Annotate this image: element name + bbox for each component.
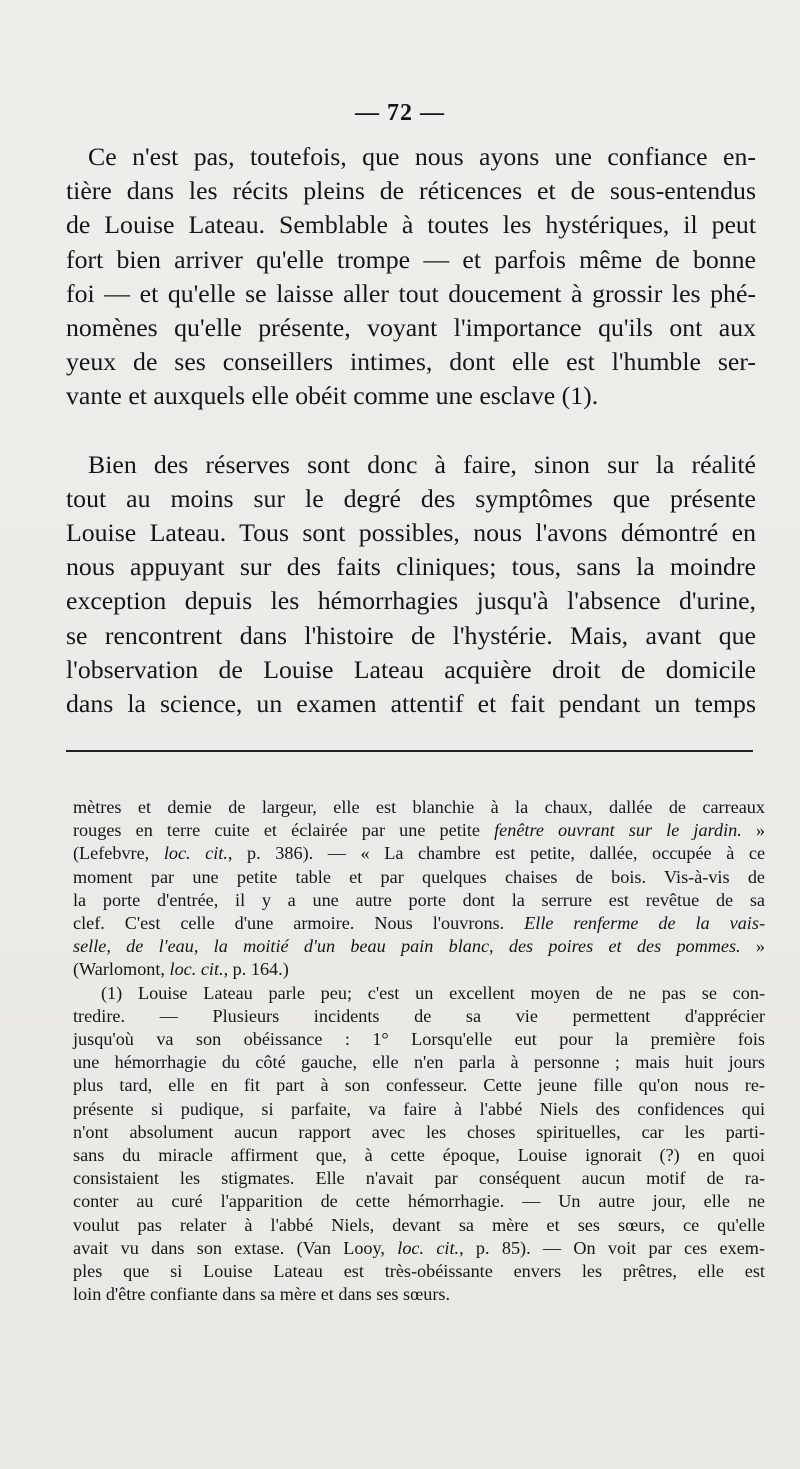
footnote-line bbox=[73, 819, 765, 842]
text-line: fort bien arriver qu'elle trompe — et parfois même de bonne bbox=[66, 244, 756, 274]
footnote-citation: loc. cit. bbox=[169, 959, 224, 980]
footnotes bbox=[73, 796, 765, 1306]
footnote-text: , p. 85). — On voit par ces exem- bbox=[459, 1237, 765, 1258]
footnote-line: moment par une petite table et par quelques chaises de bois. Vis-à-vis de bbox=[73, 866, 765, 887]
footnote-line bbox=[73, 935, 765, 958]
footnote-continued bbox=[73, 796, 765, 982]
text-line: yeux de ses conseillers intimes, dont elle est l'humble ser- bbox=[66, 347, 756, 377]
text-line: de Louise Lateau. Semblable à toutes les hystériques, il peut bbox=[66, 210, 756, 240]
text-line: l'observation de Louise Lateau acquière droit de domicile bbox=[66, 654, 756, 684]
paragraph-gap bbox=[66, 414, 756, 448]
text-line: nomènes qu'elle présente, voyant l'importance qu'ils ont aux bbox=[66, 313, 756, 343]
footnote-text: , p. 386). — « La chambre est petite, dallée, occupée à ce bbox=[227, 843, 766, 864]
footnote-text: , p. 164.) bbox=[223, 959, 289, 980]
footnote-text: » bbox=[741, 820, 765, 841]
footnote-italic-quote: fenêtre ouvrant sur le jardin. bbox=[494, 820, 742, 841]
text-line: Ce n'est pas, toutefois, que nous ayons une confiance en- bbox=[88, 142, 756, 171]
footnote-separator bbox=[66, 750, 753, 752]
footnote-line: présente si pudique, si parfaite, va faire à l'abbé Niels des confidences qui bbox=[73, 1098, 765, 1119]
footnote-line: plus tard, elle en fit part à son confesseur. Cette jeune fille qu'on nous re- bbox=[73, 1075, 765, 1096]
footnote-line bbox=[73, 912, 765, 935]
footnote-text: (Warlomont, bbox=[73, 959, 170, 980]
footnote-line bbox=[73, 958, 765, 981]
footnote-line bbox=[73, 1237, 765, 1260]
main-text bbox=[66, 140, 756, 721]
footnote-text: clef. C'est celle d'une armoire. Nous l'ouvrons. bbox=[73, 913, 525, 934]
footnote-text: (Lefebvre, bbox=[73, 843, 164, 864]
footnote-1 bbox=[73, 982, 765, 1307]
text-line: tière dans les récits pleins de réticences et de sous-entendus bbox=[66, 176, 756, 206]
paragraph-1 bbox=[66, 140, 756, 414]
text-line: exception depuis les hémorrhagies jusqu'à l'absence d'urine, bbox=[66, 586, 756, 616]
footnote-line: loin d'être confiante dans sa mère et dans ses sœurs. bbox=[73, 1284, 451, 1305]
footnote-line: tredire. — Plusieurs incidents de sa vie permettent d'apprécier bbox=[73, 1005, 765, 1026]
paragraph-2 bbox=[66, 448, 756, 722]
footnote-line: mètres et demie de largeur, elle est blanchie à la chaux, dallée de carreaux bbox=[73, 797, 765, 817]
page-number: — 72 — bbox=[355, 100, 445, 126]
footnote-text: avait vu dans son extase. (Van Looy, bbox=[73, 1237, 398, 1258]
footnote-line: (1) Louise Lateau parle peu; c'est un excellent moyen de ne pas se con- bbox=[101, 982, 765, 1003]
text-line: tout au moins sur le degré des symptômes que présente bbox=[66, 483, 756, 513]
footnote-line: ples que si Louise Lateau est très-obéissante envers les prêtres, elle est bbox=[73, 1261, 765, 1282]
text-line: dans la science, un examen attentif et fait pendant un temps bbox=[66, 689, 756, 719]
text-line: Louise Lateau. Tous sont possibles, nous l'avons démontré en bbox=[66, 518, 756, 548]
footnote-line: voulut pas relater à l'abbé Niels, devant sa mère et ses sœurs, ce qu'elle bbox=[73, 1214, 765, 1235]
footnote-line: sans du miracle affirment que, à cette époque, Louise ignorait (?) en quoi bbox=[73, 1145, 765, 1166]
text-line: se rencontrent dans l'histoire de l'hystérie. Mais, avant que bbox=[66, 620, 756, 650]
text-line: nous appuyant sur des faits cliniques; tous, sans la moindre bbox=[66, 552, 756, 582]
footnote-text: rouges en terre cuite et éclairée par une petite bbox=[73, 820, 495, 841]
footnote-line: consistaient les stigmates. Elle n'avait par conséquent aucun motif de ra- bbox=[73, 1168, 765, 1189]
footnote-italic-quote: selle, de l'eau, la moitié d'un beau pain blanc, des poires et des pommes. bbox=[73, 936, 741, 957]
footnote-line: jusqu'où va son obéissance : 1° Lorsqu'elle eut pour la première fois bbox=[73, 1029, 765, 1050]
footnote-line: conter au curé l'apparition de cette hémorrhagie. — Un autre jour, elle ne bbox=[73, 1191, 765, 1212]
footnote-text: » bbox=[740, 936, 765, 957]
footnote-line: n'ont absolument aucun rapport avec les choses spirituelles, car les parti- bbox=[73, 1121, 765, 1142]
footnote-line: la porte d'entrée, il y a une autre porte dont la serrure est revêtue de sa bbox=[73, 889, 765, 910]
footnote-citation: loc. cit. bbox=[397, 1237, 460, 1258]
text-line: vante et auxquels elle obéit comme une esclave (1). bbox=[66, 381, 599, 411]
text-line: foi — et qu'elle se laisse aller tout doucement à grossir les phé- bbox=[66, 278, 756, 308]
footnote-line bbox=[73, 842, 765, 865]
text-line: Bien des réserves sont donc à faire, sinon sur la réalité bbox=[88, 449, 756, 479]
footnote-italic-quote: Elle renferme de la vais- bbox=[524, 913, 765, 934]
footnote-citation: loc. cit. bbox=[163, 843, 228, 864]
footnote-line: une hémorrhagie du côté gauche, elle n'en parla à personne ; mais huit jours bbox=[73, 1052, 765, 1073]
